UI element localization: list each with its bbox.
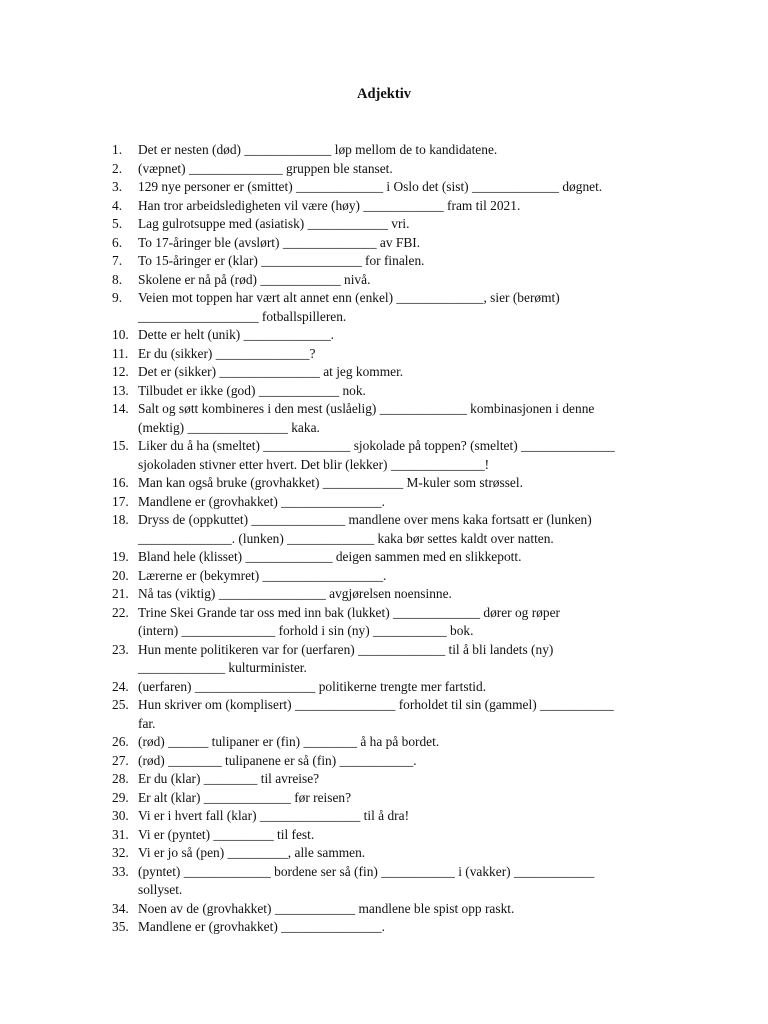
exercise-item bbox=[112, 345, 682, 364]
exercise-item bbox=[112, 197, 682, 216]
exercise-text: (rød) ______ tulipaner er (fin) ________ å ha på bordet. bbox=[138, 734, 440, 749]
exercise-number: 17. bbox=[112, 493, 129, 509]
exercise-item bbox=[112, 400, 682, 437]
exercise-number: 33. bbox=[112, 863, 129, 879]
exercise-item bbox=[112, 437, 682, 474]
exercise-number: 24. bbox=[112, 678, 129, 694]
exercise-number: 21. bbox=[112, 586, 129, 601]
exercise-item bbox=[112, 752, 682, 771]
exercise-number: 16. bbox=[112, 475, 129, 490]
exercise-text: Dette er helt (unik) _____________. bbox=[138, 327, 334, 342]
page-title: Adjektiv bbox=[357, 86, 411, 102]
exercise-item bbox=[112, 474, 682, 493]
exercise-text: Det er nesten (død) _____________ løp mellom de to kandidatene. bbox=[138, 142, 498, 157]
exercise-item bbox=[112, 604, 682, 641]
exercise-number: 34. bbox=[112, 900, 129, 916]
exercise-number: 10. bbox=[112, 327, 129, 342]
exercise-item bbox=[112, 548, 682, 567]
exercise-item bbox=[112, 326, 682, 345]
exercise-text: Er du (sikker) ______________? bbox=[138, 345, 316, 361]
exercise-number: 29. bbox=[112, 789, 129, 805]
exercise-text: 129 nye personer er (smittet) _____________ i Oslo det (sist) _____________ døgnet. bbox=[138, 179, 603, 194]
exercise-text: sjokoladen stivner etter hvert. Det blir (lekker) ______________! bbox=[138, 456, 490, 472]
exercise-item bbox=[112, 844, 682, 863]
exercise-text: Er alt (klar) _____________ før reisen? bbox=[138, 789, 352, 805]
exercise-text: Dryss de (oppkuttet) ______________ mandlene over mens kaka fortsatt er (lunken) bbox=[138, 512, 592, 527]
exercise-text: Tilbudet er ikke (god) ____________ nok. bbox=[138, 382, 366, 398]
exercise-item bbox=[112, 585, 682, 604]
exercise-number: 19. bbox=[112, 549, 129, 564]
exercise-item bbox=[112, 733, 682, 752]
exercise-item bbox=[112, 567, 682, 586]
exercise-item bbox=[112, 900, 682, 919]
exercise-number: 4. bbox=[112, 197, 123, 213]
exercise-text: To 17-åringer ble (avslørt) ______________ av FBI. bbox=[138, 234, 421, 250]
exercise-text: (intern) ______________ forhold i sin (ny) ___________ bok. bbox=[138, 623, 474, 638]
exercise-number: 31. bbox=[112, 826, 129, 842]
exercise-text: Hun mente politikeren var for (uerfaren) _____________ til å bli landets (ny) bbox=[138, 641, 554, 657]
exercise-item bbox=[112, 141, 682, 160]
exercise-number: 18. bbox=[112, 512, 129, 527]
exercise-number: 12. bbox=[112, 364, 129, 379]
exercise-number: 7. bbox=[112, 253, 123, 268]
exercise-item bbox=[112, 493, 682, 512]
exercise-item bbox=[112, 363, 682, 382]
exercise-number: 11. bbox=[112, 345, 129, 361]
exercise-text: (rød) ________ tulipanene er så (fin) ___________. bbox=[138, 752, 417, 768]
exercise-text: Vi er i hvert fall (klar) _______________ til å dra! bbox=[138, 808, 410, 823]
exercise-item bbox=[112, 215, 682, 234]
exercise-text: far. bbox=[138, 715, 156, 731]
exercise-text: Lærerne er (bekymret) __________________. bbox=[138, 567, 387, 583]
exercise-number: 13. bbox=[112, 382, 129, 398]
exercise-number: 35. bbox=[112, 919, 129, 934]
exercise-text: Nå tas (viktig) ________________ avgjørelsen noensinne. bbox=[138, 586, 452, 601]
exercise-number: 26. bbox=[112, 734, 129, 749]
exercise-item bbox=[112, 178, 682, 197]
exercise-text: Vi er jo så (pen) _________, alle sammen. bbox=[138, 845, 366, 860]
exercise-number: 32. bbox=[112, 845, 129, 860]
exercise-number: 15. bbox=[112, 438, 129, 453]
exercise-text: sollyset. bbox=[138, 882, 183, 897]
exercise-text: (pyntet) _____________ bordene ser så (fin) ___________ i (vakker) ____________ bbox=[138, 863, 595, 879]
exercise-text: Bland hele (klisset) _____________ deigen sammen med en slikkepott. bbox=[138, 549, 522, 564]
exercise-item bbox=[112, 252, 682, 271]
exercise-number: 1. bbox=[112, 142, 123, 157]
exercise-text: Noen av de (grovhakket) ____________ mandlene ble spist opp raskt. bbox=[138, 900, 515, 916]
exercise-text: Er du (klar) ________ til avreise? bbox=[138, 771, 320, 786]
exercise-item bbox=[112, 271, 682, 290]
exercise-number: 30. bbox=[112, 808, 129, 823]
exercise-text: Det er (sikker) _______________ at jeg kommer. bbox=[138, 364, 404, 379]
exercise-item bbox=[112, 696, 682, 733]
exercise-number: 23. bbox=[112, 641, 129, 657]
exercise-text: ______________. (lunken) _____________ kaka bør settes kaldt over natten. bbox=[138, 530, 554, 546]
exercise-text: Veien mot toppen har vært alt annet enn (enkel) _____________, sier (berømt) bbox=[138, 290, 560, 305]
exercise-text: (væpnet) ______________ gruppen ble stanset. bbox=[138, 160, 393, 176]
exercise-item bbox=[112, 382, 682, 401]
exercise-text: Lag gulrotsuppe med (asiatisk) ____________ vri. bbox=[138, 216, 410, 231]
exercise-number: 28. bbox=[112, 771, 129, 786]
exercise-number: 14. bbox=[112, 401, 129, 416]
exercise-number: 9. bbox=[112, 290, 123, 305]
exercise-item bbox=[112, 678, 682, 697]
exercise-text: _____________ kulturminister. bbox=[138, 660, 307, 675]
exercise-number: 3. bbox=[112, 179, 123, 194]
exercise-number: 8. bbox=[112, 271, 123, 287]
exercise-item bbox=[112, 789, 682, 808]
exercise-text: To 15-åringer er (klar) _______________ for finalen. bbox=[138, 253, 425, 268]
exercise-text: Mandlene er (grovhakket) _______________. bbox=[138, 919, 385, 934]
exercise-text: Mandlene er (grovhakket) _______________. bbox=[138, 493, 385, 509]
exercise-item bbox=[112, 918, 682, 937]
exercise-item bbox=[112, 863, 682, 900]
exercise-item bbox=[112, 770, 682, 789]
exercise-text: Han tror arbeidsledigheten vil være (høy) ____________ fram til 2021. bbox=[138, 197, 521, 213]
exercise-item bbox=[112, 289, 682, 326]
exercise-item bbox=[112, 160, 682, 179]
exercise-number: 20. bbox=[112, 567, 129, 583]
exercise-text: (mektig) _______________ kaka. bbox=[138, 419, 320, 435]
exercise-number: 27. bbox=[112, 752, 129, 768]
exercise-text: Skolene er nå på (rød) ____________ nivå. bbox=[138, 271, 371, 287]
exercise-number: 25. bbox=[112, 697, 129, 712]
exercise-item bbox=[112, 807, 682, 826]
exercise-item bbox=[112, 826, 682, 845]
exercise-item bbox=[112, 511, 682, 548]
exercise-text: Vi er (pyntet) _________ til fest. bbox=[138, 826, 315, 842]
exercise-text: (uerfaren) __________________ politikerne trengte mer fartstid. bbox=[138, 678, 487, 694]
exercise-text: Hun skriver om (komplisert) _______________ forholdet til sin (gammel) ___________ bbox=[138, 697, 614, 712]
exercise-number: 22. bbox=[112, 604, 129, 620]
exercise-number: 5. bbox=[112, 216, 123, 231]
exercise-number: 2. bbox=[112, 160, 123, 176]
exercise-list bbox=[112, 141, 682, 937]
exercise-number: 6. bbox=[112, 234, 123, 250]
exercise-text: Man kan også bruke (grovhakket) ____________ M-kuler som strøssel. bbox=[138, 475, 523, 490]
exercise-item bbox=[112, 641, 682, 678]
exercise-text: Liker du å ha (smeltet) _____________ sjokolade på toppen? (smeltet) ______________ bbox=[138, 438, 615, 453]
exercise-text: __________________ fotballspilleren. bbox=[138, 308, 347, 324]
exercise-item bbox=[112, 234, 682, 253]
exercise-text: Trine Skei Grande tar oss med inn bak (lukket) _____________ dører og røper bbox=[138, 604, 560, 620]
exercise-text: Salt og søtt kombineres i den mest (uslåelig) _____________ kombinasjonen i denne bbox=[138, 401, 595, 416]
